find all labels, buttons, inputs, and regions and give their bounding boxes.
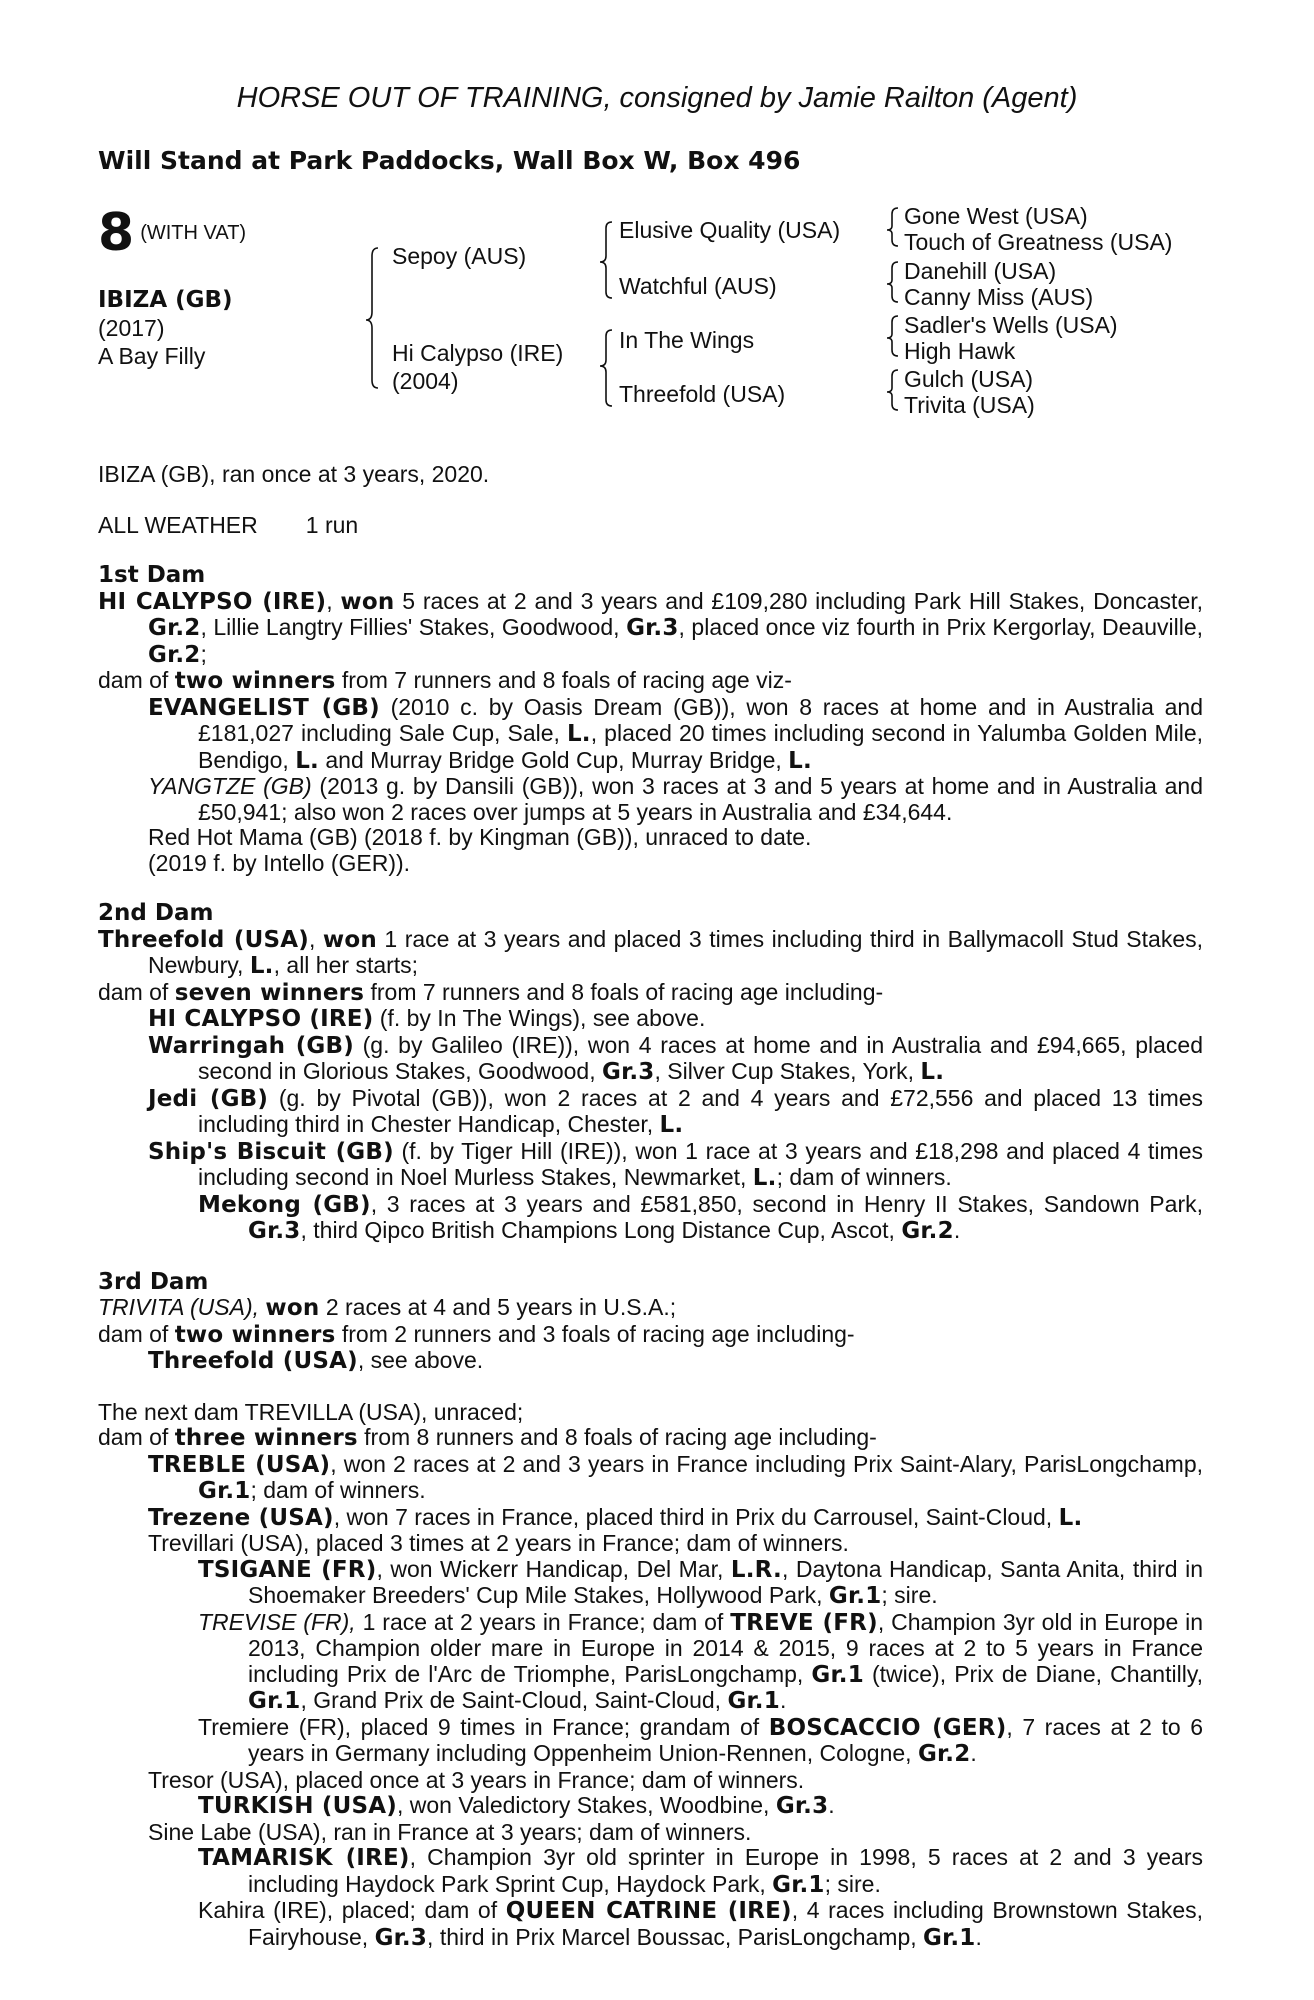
entry-text: , all her starts; [273, 952, 419, 978]
entry-text: from 7 runners and 8 foals of racing age including- [370, 978, 884, 1005]
entry-text: , third in Prix Marcel Boussac, ParisLongchamp, [427, 1923, 917, 1950]
horse-name: TRIVITA (USA), [98, 1294, 259, 1320]
entry-text: 1 race at 2 years in France; dam of [362, 1608, 724, 1635]
ped-dds: Gulch (USA) [904, 366, 1034, 392]
horse-name: BOSCACCIO (GER) [768, 1714, 1007, 1741]
entry-text: ; dam of winners. [776, 1164, 952, 1190]
surface-record [98, 513, 1203, 539]
horse-name: TREVISE (FR), [198, 1608, 356, 1635]
grade-label: L. [920, 1059, 945, 1085]
ped-dss: Sadler's Wells (USA) [904, 312, 1118, 338]
produce-trevillari: Trevillari (USA), placed 3 times at 2 years in France; dam of winners. [148, 1530, 849, 1556]
grade-label: Gr.2 [917, 1741, 971, 1767]
entry-text: ; sire. [881, 1582, 938, 1608]
dam-of-line [98, 668, 1203, 695]
winners-count: seven winners [174, 979, 365, 1006]
third-dam-heading: 3rd Dam [98, 1268, 209, 1295]
grade-label: L. [659, 1112, 684, 1138]
dam-of-line [98, 980, 1203, 1007]
entry-text: ; sire. [824, 1870, 881, 1897]
entry-text: Kahira (IRE), placed; dam of [198, 1897, 498, 1923]
entry-text: dam of [98, 978, 169, 1005]
entry-text: , 7 races at 2 to 6 years in Germany including Oppenheim Union-Rennen, Cologne, [248, 1713, 1204, 1766]
ped-dam-sire: In The Wings [619, 327, 755, 353]
entry-text: , won Valedictory Stakes, Woodbine, [396, 1792, 770, 1818]
entry-text: (g. by Pivotal (GB)), won 2 races at 2 and 4 years and £72,556 and placed 13 times including third in Chester Handicap, Chester, [198, 1084, 1204, 1137]
winners-count: three winners [174, 1425, 358, 1451]
entry-text: , 3 races at 3 years and £581,850, second in Henry II Stakes, Sandown Park, [370, 1190, 1203, 1217]
produce-tresor: Tresor (USA), placed once at 3 years in France; dam of winners. [148, 1766, 805, 1793]
grade-label: L. [295, 747, 319, 774]
produce-2019: (2019 f. by Intello (GER)). [148, 849, 411, 876]
horse-name: Mekong (GB) [198, 1191, 371, 1218]
entry-text: and Murray Bridge Gold Cup, Murray Bridge, [325, 746, 782, 773]
entry-text: , Champion 3yr old sprinter in Europe in 1998, 5 races at 2 and 3 years including Haydock Park Sprint Cup, Haydock Park, [248, 1844, 1204, 1897]
entry-text: Tremiere (FR), placed 9 times in France; grandam of [198, 1713, 760, 1740]
entry-text: , won 2 races at 2 and 3 years in France including Prix Saint-Alary, ParisLongchamp, [330, 1450, 1203, 1477]
entry-text: , won 7 races in France, placed third in Prix du Carrousel, Saint-Cloud, [333, 1503, 1053, 1530]
winners-count: two winners [174, 1321, 336, 1348]
page-title: HORSE OUT OF TRAINING, consigned by Jamie Railton (Agent) [236, 82, 1078, 114]
produce-redhot: Red Hot Mama (GB) (2018 f. by Kingman (GB)), unraced to date. [148, 824, 812, 850]
horse-name: TURKISH (USA) [198, 1793, 397, 1819]
ped-dam-year: (2004) [392, 368, 459, 394]
entry-text: dam of [98, 667, 169, 693]
first-dam-heading: 1st Dam [98, 562, 206, 588]
entry-text: , 4 races including Brownstown Stakes, Fairyhouse, [248, 1897, 1204, 1950]
catalogue-body [98, 462, 1203, 1951]
grade-label: Gr.3 [626, 615, 679, 641]
next-dam-line: The next dam TREVILLA (USA), unraced; [98, 1398, 524, 1425]
entry-text: 2 races at 4 and 5 years in U.S.A.; [325, 1294, 677, 1320]
won-label: won [265, 1295, 320, 1321]
horse-year: (2017) [98, 315, 165, 341]
produce-yangtze [98, 774, 1203, 825]
ped-sire-sire: Elusive Quality (USA) [619, 217, 841, 243]
ped-ssd: Touch of Greatness (USA) [904, 229, 1173, 255]
produce-kahira: Kahira (IRE), placed; dam of QUEEN CATRINE (IRE), 4 races including Brownstown Stakes, Fairyhouse, Gr.3, third in Prix Marcel Boussac, ParisLongchamp, Gr.1. [198, 1897, 1204, 1951]
horse-name: YANGTZE (GB) [148, 773, 312, 799]
grade-label: Gr.3 [248, 1218, 301, 1244]
horse-name: TSIGANE (FR) [198, 1556, 377, 1583]
grade-label: Gr.1 [198, 1478, 251, 1504]
grade-label: Gr.1 [828, 1583, 882, 1609]
grade-label: L. [566, 721, 591, 747]
grade-label: Gr.1 [772, 1871, 825, 1898]
grade-label: Gr.2 [148, 615, 201, 641]
grade-label: Gr.1 [811, 1661, 864, 1688]
horse-name: TREBLE (USA) [148, 1451, 331, 1478]
stand-location: Will Stand at Park Paddocks, Wall Box W, Box 496 [98, 146, 801, 175]
horse-name: Threefold (USA) [98, 926, 309, 953]
produce-tsigane [98, 1557, 1203, 1610]
dam-of-line [98, 1322, 1203, 1349]
entry-text: , Silver Cup Stakes, York, [654, 1058, 915, 1084]
lot-number: 8 [98, 203, 135, 263]
entry-text: ; [200, 640, 207, 667]
grade-label: L. [249, 953, 274, 979]
entry-text: . [953, 1217, 961, 1243]
grade-label: Gr.1 [248, 1688, 301, 1714]
first-dam-name: HI CALYPSO (IRE) [98, 588, 327, 615]
ped-sire: Sepoy (AUS) [392, 243, 527, 269]
runs-count: 1 run [305, 511, 359, 538]
entry-text: , Grand Prix de Saint-Cloud, Saint-Cloud, [300, 1687, 722, 1713]
grade-label: Gr.1 [923, 1924, 976, 1951]
produce-ships-biscuit [98, 1139, 1203, 1192]
second-dam-heading: 2nd Dam [98, 900, 214, 926]
grade-label: Gr.1 [727, 1688, 780, 1714]
dam-of-line [98, 1425, 1203, 1452]
ped-sdd: Canny Miss (AUS) [904, 284, 1094, 310]
ped-sds: Danehill (USA) [904, 258, 1057, 284]
produce-trevise: TREVISE (FR), 1 race at 2 years in France; dam of TREVE (FR), Champion 3yr old in Europe in 2013, Champion older mare in Europe in 2014 & 2015, 9 races at 2 to 5 years in France including Prix de l'Arc de Triomphe, ParisLongchamp, Gr.1 (twice), Prix de Diane, Chantilly, Gr.1, Grand Prix de Saint-Cloud, Saint-Cloud, Gr.1. [198, 1608, 1204, 1714]
entry-text: (2010 c. by Oasis Dream (GB)), won 8 races at home and in Australia and £181,027 including Sale Cup, Sale, [198, 693, 1203, 746]
entry-text: (f. by In The Wings), see above. [379, 1005, 706, 1031]
ped-ddd: Trivita (USA) [904, 392, 1035, 418]
entry-text: (2013 g. by Dansili (GB)), won 3 races at 3 and 5 years at home and in Australia and £50,941; also won 2 races over jumps at 5 years in Australia and £34,644. [198, 773, 1203, 825]
horse-name: Ship's Biscuit (GB) [148, 1138, 394, 1165]
produce-treble [98, 1452, 1203, 1505]
entry-text: , third Qipco British Champions Long Distance Cup, Ascot, [300, 1217, 895, 1243]
vat-note: (WITH VAT) [140, 221, 247, 244]
winners-count: two winners [174, 668, 336, 694]
entry-text: , Daytona Handicap, Santa Anita, third in Shoemaker Breeders' Cup Mile Stakes, Hollywood Park, [248, 1555, 1203, 1608]
produce-tremiere: Tremiere (FR), placed 9 times in France; grandam of BOSCACCIO (GER), 7 races at 2 to 6 years in Germany including Oppenheim Union-Rennen, Cologne, Gr.2. [198, 1713, 1204, 1767]
produce-mekong [98, 1192, 1203, 1245]
entry-text: , Lillie Langtry Fillies' Stakes, Goodwood, [200, 614, 620, 640]
produce-tamarisk [98, 1845, 1203, 1898]
produce-trezene [98, 1505, 1203, 1532]
horse-sex: A Bay Filly [98, 343, 206, 369]
entry-text: , placed 20 times including second in Yalumba Golden Mile, Bendigo, [198, 720, 1204, 773]
entry-text: (twice), Prix de Diane, Chantilly, [872, 1660, 1204, 1687]
horse-name: Trezene (USA) [148, 1504, 334, 1531]
entry-text: , see above. [357, 1347, 484, 1373]
entry-text: , Champion 3yr old in Europe in 2013, Champion older mare in Europe in 2014 & 2015, 9 races at 2 to 5 years in France including Prix de l'Arc de Triomphe, ParisLongchamp, [248, 1608, 1204, 1687]
horse-name: Jedi (GB) [148, 1085, 269, 1112]
ped-dam-dam: Threefold (USA) [619, 381, 786, 407]
entry-text: from 2 runners and 3 foals of racing age including- [341, 1320, 855, 1347]
horse-name: Warringah (GB) [148, 1032, 354, 1059]
grade-label: L. [788, 747, 812, 774]
third-dam-entry [98, 1295, 1203, 1322]
second-dam-entry: Threefold (USA), won 1 race at 3 years and placed 3 times including third in Ballymacoll Stud Stakes, Newbury, L., all her starts; [98, 925, 1203, 979]
produce-turkish: TURKISH (USA), won Valedictory Stakes, Woodbine, Gr.3. [198, 1792, 835, 1819]
won-label: won [340, 588, 395, 615]
entry-text: 1 race at 3 years and placed 3 times including third in Ballymacoll Stud Stakes, Newbury, [148, 925, 1203, 978]
entry-text: dam of [98, 1320, 169, 1347]
produce-sinelabe: Sine Labe (USA), ran in France at 3 years; dam of winners. [148, 1818, 752, 1845]
ped-sss: Gone West (USA) [904, 203, 1088, 229]
ped-dsd: High Hawk [904, 338, 1016, 364]
horse-name: QUEEN CATRINE (IRE) [505, 1898, 792, 1924]
grade-label: Gr.3 [775, 1793, 829, 1819]
entry-text: , placed once viz fourth in Prix Kergorlay, Deauville, [678, 614, 1204, 640]
produce-threefold [98, 1348, 1203, 1375]
entry-text: from 7 runners and 8 foals of racing age viz- [341, 667, 792, 693]
entry-text: from 8 runners and 8 foals of racing age including- [364, 1424, 877, 1450]
entry-text: dam of [98, 1424, 169, 1450]
horse-name: TAMARISK (IRE) [198, 1845, 410, 1871]
grade-label: Gr.2 [148, 641, 201, 668]
entry-text: 5 races at 2 and 3 years and £109,280 including Park Hill Stakes, Doncaster, [402, 587, 1204, 614]
horse-name: HI CALYPSO (IRE) [148, 1006, 374, 1032]
entry-text: ; dam of winners. [250, 1477, 426, 1503]
horse-name: Threefold (USA) [148, 1348, 358, 1374]
entry-text: , won Wickerr Handicap, Del Mar, [376, 1555, 724, 1582]
produce-evangelist [98, 695, 1203, 775]
grade-label: L. [1058, 1504, 1083, 1531]
horse-name: TREVE (FR) [730, 1609, 878, 1636]
produce-warringah [98, 1033, 1203, 1086]
grade-label: Gr.3 [374, 1924, 428, 1951]
race-summary: IBIZA (GB), ran once at 3 years, 2020. [98, 461, 490, 487]
grade-label: Gr.2 [901, 1218, 954, 1244]
grade-label: L.R. [730, 1556, 782, 1583]
grade-label: L. [752, 1165, 777, 1191]
grade-label: Gr.3 [602, 1059, 655, 1085]
surface-label: ALL WEATHER [98, 511, 258, 538]
horse-name: EVANGELIST (GB) [148, 694, 380, 721]
ped-sire-dam: Watchful (AUS) [619, 273, 777, 299]
produce-jedi [98, 1086, 1203, 1139]
ped-dam: Hi Calypso (IRE) [392, 340, 564, 366]
horse-name: IBIZA (GB) [98, 287, 233, 313]
produce-hicalypso [98, 1006, 1203, 1033]
entry-text: (f. by Tiger Hill (IRE)), won 1 race at 3 years and £18,298 and placed 4 times including second in Noel Murless Stakes, Newmarket, [198, 1137, 1203, 1190]
entry-text: (g. by Galileo (IRE)), won 4 races at home and in Australia and £94,665, placed second in Glorious Stakes, Goodwood, [198, 1031, 1203, 1084]
first-dam-entry: HI CALYPSO (IRE), won 5 races at 2 and 3 years and £109,280 including Park Hill Stakes, Doncaster, Gr.2, Lillie Langtry Fillies' Stakes, Goodwood, Gr.3, placed once viz fourth in Prix Kergorlay, Deauville, Gr.2; [98, 587, 1204, 668]
won-label: won [322, 926, 377, 953]
